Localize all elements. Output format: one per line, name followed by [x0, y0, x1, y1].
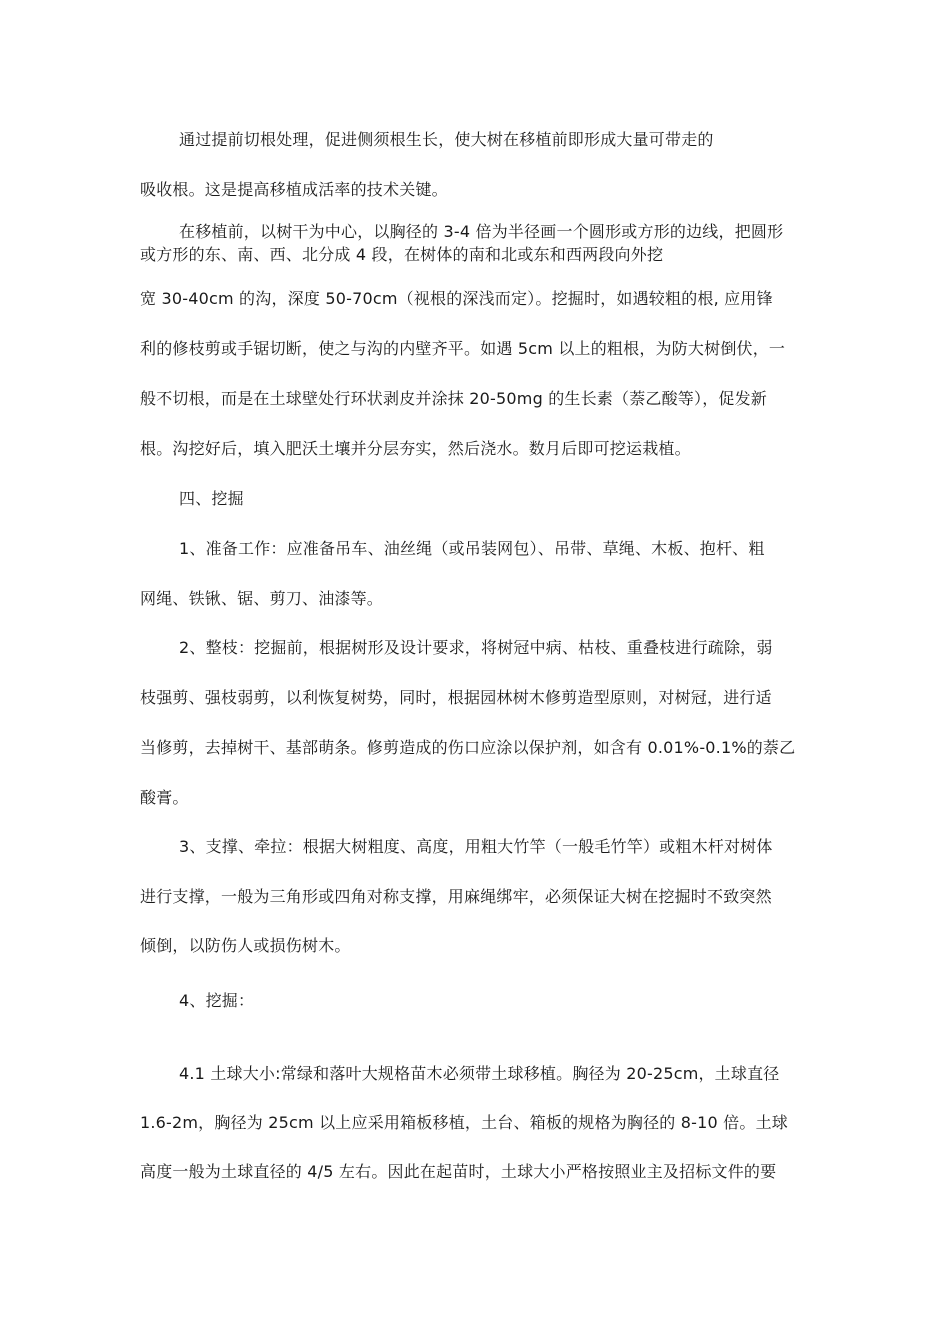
section-heading: 四、挖掘: [179, 489, 244, 508]
paragraph-line: 通过提前切根处理，促进侧须根生长，使大树在移植前即形成大量可带走的: [179, 130, 714, 149]
paragraph-line: 1、准备工作：应准备吊车、油丝绳（或吊装网包）、吊带、草绳、木板、抱杆、粗: [179, 539, 765, 558]
subsection-heading: 4、挖掘：: [179, 991, 255, 1010]
paragraph-line: 在移植前，以树干为中心，以胸径的 3-4 倍为半径画一个圆形或方形的边线，把圆形: [179, 222, 784, 241]
paragraph-line: 当修剪，去掉树干、基部萌条。修剪造成的伤口应涂以保护剂，如含有 0.01%-0.1%的萘乙: [140, 738, 796, 757]
paragraph-line: 宽 30-40cm 的沟，深度 50-70cm（视根的深浅而定）。挖掘时，如遇较粗的根, 应用锋: [140, 289, 773, 308]
paragraph-line: 3、支撑、牵拉：根据大树粗度、高度，用粗大竹竿（一般毛竹竿）或粗木杆对树体: [179, 837, 773, 856]
paragraph-line: 酸膏。: [140, 788, 189, 807]
paragraph-line: 枝强剪、强枝弱剪，以利恢复树势，同时，根据园林树木修剪造型原则，对树冠，进行适: [140, 688, 772, 707]
paragraph-line: 进行支撑，一般为三角形或四角对称支撑，用麻绳绑牢，必须保证大树在挖掘时不致突然: [140, 887, 772, 906]
paragraph-line: 倾倒，以防伤人或损伤树木。: [140, 936, 351, 955]
paragraph-line: 根。沟挖好后，填入肥沃土壤并分层夯实，然后浇水。数月后即可挖运栽植。: [140, 439, 691, 458]
paragraph-line: 高度一般为土球直径的 4/5 左右。因此在起苗时，土球大小严格按照业主及招标文件的要: [140, 1162, 777, 1181]
paragraph-line: 1.6-2m，胸径为 25cm 以上应采用箱板移植，土台、箱板的规格为胸径的 8-10 倍。土球: [140, 1113, 788, 1132]
paragraph-line: 2、整枝：挖掘前，根据树形及设计要求，将树冠中病、枯枝、重叠枝进行疏除，弱: [179, 638, 773, 657]
paragraph-line: 4.1 土球大小:常绿和落叶大规格苗木必须带土球移植。胸径为 20-25cm，土球直径: [179, 1064, 780, 1083]
paragraph-line: 网绳、铁锹、锯、剪刀、油漆等。: [140, 589, 384, 608]
paragraph-line: 般不切根，而是在土球壁处行环状剥皮并涂抹 20-50mg 的生长素（萘乙酸等），促发新: [140, 389, 768, 408]
paragraph-line: 吸收根。这是提高移植成活率的技术关键。: [140, 180, 448, 199]
paragraph-line: 利的修枝剪或手锯切断，使之与沟的内壁齐平。如遇 5cm 以上的粗根，为防大树倒伏，一: [140, 339, 786, 358]
paragraph-line: 或方形的东、南、西、北分成 4 段，在树体的南和北或东和西两段向外挖: [140, 245, 664, 264]
